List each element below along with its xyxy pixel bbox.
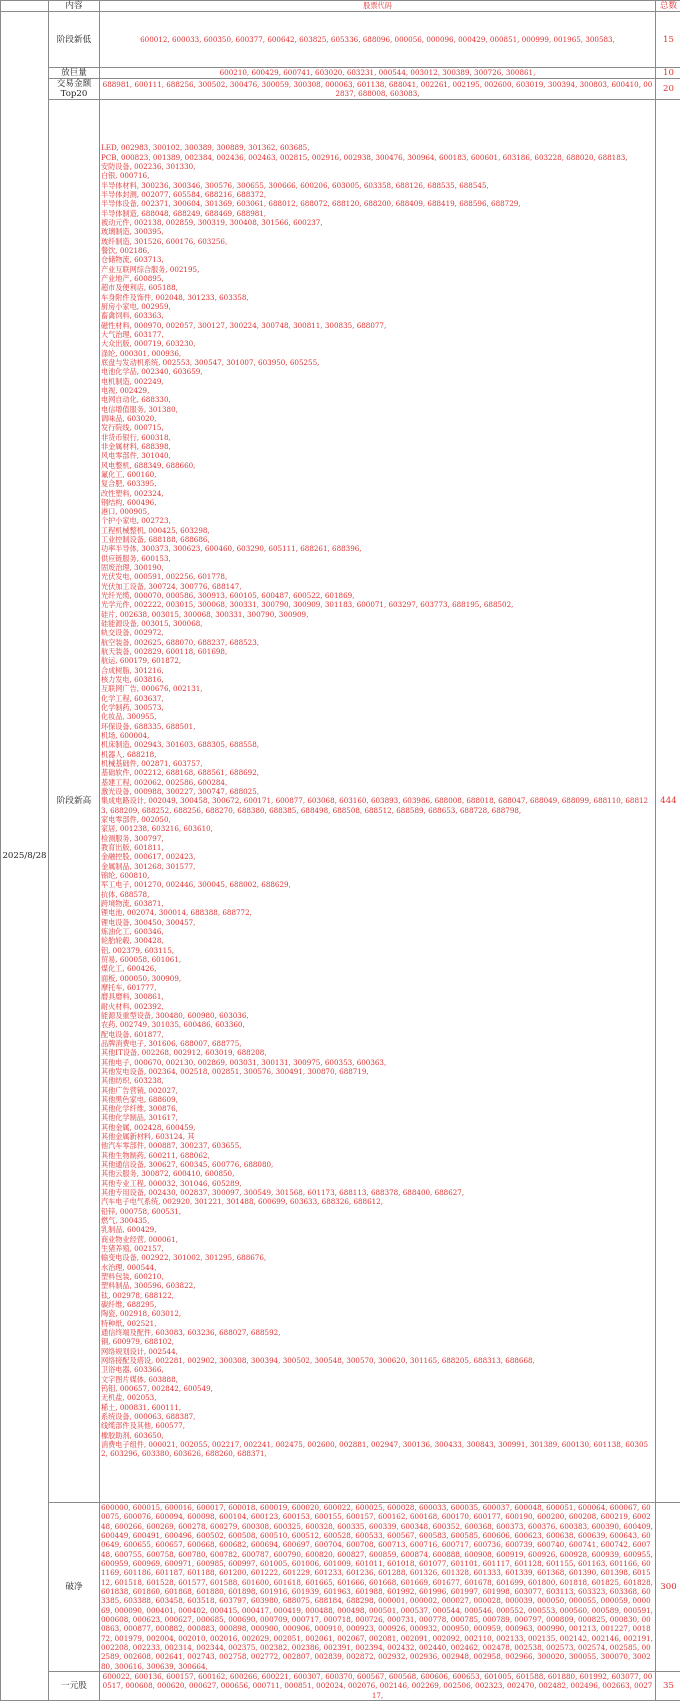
industry-line: 电机制造, 002249, xyxy=(101,377,654,386)
industry-line: 磨具磨料, 300861, xyxy=(101,992,654,1001)
header-date-cell xyxy=(1,1,49,12)
industry-line: 固废治理, 300190, xyxy=(101,563,654,572)
date-cell: 2025/8/28 xyxy=(1,12,49,1701)
industry-line: 其他黑色家电, 688609, xyxy=(101,1095,654,1104)
industry-line: 无机盐, 002053, xyxy=(101,1393,654,1402)
industry-line: 车身附件及饰件, 002048, 301233, 603358, xyxy=(101,293,654,302)
industry-line: 半导体制造, 688048, 688249, 688469, 688981, xyxy=(101,209,654,218)
industry-line: 玻璃制造, 300395, xyxy=(101,227,654,236)
total-cell: 20 xyxy=(656,79,680,100)
industry-line: 他汽车零部件, 000887, 300237, 603655, xyxy=(101,1141,654,1150)
table-row xyxy=(1,1671,680,1700)
industry-line: 家电零部件, 002050, xyxy=(101,815,654,824)
industry-line: 特种纸, 002521, xyxy=(101,1319,654,1328)
industry-line: 电池化学品, 002340, 603659, xyxy=(101,367,654,376)
industry-line: 橡胶助剂, 603650, xyxy=(101,1431,654,1440)
industry-line: 贸易, 600058, 601061, xyxy=(101,955,654,964)
industry-line: 教育出版, 601811, xyxy=(101,843,654,852)
industry-line: 金融控股, 000617, 002423, xyxy=(101,852,654,861)
industry-line: 底盘与发动机系统, 002553, 300547, 301007, 603950, 605255, xyxy=(101,358,654,367)
industry-line: 光纤光缆, 000070, 000586, 300913, 600105, 600487, 600522, 601869, xyxy=(101,591,654,600)
industry-line: 发行院线, 000715, xyxy=(101,423,654,432)
category-cell: 一元股 xyxy=(49,1671,100,1700)
industry-line: 塑料包装, 600210, xyxy=(101,1272,654,1281)
industry-line: 安防设备, 002236, 301330, xyxy=(101,162,654,171)
industry-line: 其他纺织, 603238, xyxy=(101,1076,654,1085)
industry-line: 航天装备, 002829, 600118, 601698, xyxy=(101,647,654,656)
industry-line: 玻纤制造, 301526, 600176, 603256, xyxy=(101,237,654,246)
industry-line: 钨钼, 000657, 002842, 600549, xyxy=(101,1384,654,1393)
industry-line: 其他专用设备, 002430, 002837, 300097, 300549, 301568, 601173, 688113, 688378, 688400, 688627, xyxy=(101,1188,654,1197)
industry-line: 机床制造, 002943, 301603, 688305, 688558, xyxy=(101,740,654,749)
industry-line: 其他化学纤维, 300876, xyxy=(101,1104,654,1113)
industry-line: 网络规划设计, 002544, xyxy=(101,1347,654,1356)
industry-line: 航运, 600179, 601872, xyxy=(101,656,654,665)
industry-line: 半导体设备, 002371, 300604, 301369, 603061, 688012, 688072, 688120, 688200, 688409, 688419, 688596, 688729, xyxy=(101,199,654,208)
industry-line: 核力发电, 603816, xyxy=(101,675,654,684)
total-cell: 10 xyxy=(656,68,680,79)
codes-cell: 688981, 600111, 688256, 300502, 300476, 300059, 300308, 000063, 601138, 688041, 002261, 002195, 002600, 603019, 300394, 300803, 600410, 002837, 688008, 603083, xyxy=(100,79,656,100)
industry-line: 汽车电子电气系统, 002920, 301221, 301488, 600699, 603633, 688326, 688612, xyxy=(101,1197,654,1206)
industry-line: 铜, 600979, 688102, xyxy=(101,1337,654,1346)
industry-line: 集成电路设计, 002049, 300458, 300672, 600171, 600877, 603068, 603160, 603893, 603986, 688008, 688018, 688047, 688049, 688099, 688110, 688123, 688209, 688252, 688256, 688270, 688380, 688385, 688498, 688508, 688512, 688589, 688653, 688728, 688798, xyxy=(101,796,654,815)
industry-line: 被动元件, 002138, 002859, 300319, 300408, 301566, 600237, xyxy=(101,218,654,227)
industry-line: 硅片, 002638, 003015, 300068, 300331, 300790, 300909, xyxy=(101,610,654,619)
industry-line: 铝, 002379, 603115, xyxy=(101,946,654,955)
industry-line: 煤化工, 600426, xyxy=(101,964,654,973)
industry-line: 输变电设备, 002922, 301002, 301295, 688676, xyxy=(101,1253,654,1262)
industry-line: 改性塑料, 002324, xyxy=(101,489,654,498)
industry-line: 面板, 000050, 300909, xyxy=(101,974,654,983)
header-row xyxy=(1,1,680,12)
table-row xyxy=(1,1503,680,1672)
industry-line: 个护小家电, 002723, xyxy=(101,516,654,525)
industry-line: 铅锌, 000758, 600531, xyxy=(101,1207,654,1216)
industry-line: 其他云服务, 300872, 600410, 600850, xyxy=(101,1169,654,1178)
codes-cell: 600012, 600033, 600350, 600377, 600642, 603825, 605336, 688096, 000056, 000096, 000429, 000851, 000999, 001965, 300583, xyxy=(100,12,656,68)
industry-line: 机器人, 688218, xyxy=(101,750,654,759)
table-row xyxy=(1,100,680,1503)
industry-line: 其他广告营销, 002027, xyxy=(101,1086,654,1095)
industry-line: 抗体, 688578, xyxy=(101,890,654,899)
industry-line: 半导体材料, 300236, 300346, 300576, 300655, 300666, 600206, 603005, 603358, 688126, 688535, 688545, xyxy=(101,181,654,190)
industry-line: 卫浴电器, 603366, xyxy=(101,1365,654,1374)
industry-line: 系统设备, 000063, 688387, xyxy=(101,1412,654,1421)
industry-line: 配电设备, 601877, xyxy=(101,1030,654,1039)
industry-line: 其他发电设备, 002364, 002518, 002851, 300576, 300491, 300870, 688719, xyxy=(101,1067,654,1076)
industry-line: 军工电子, 001270, 002446, 300045, 688002, 688629, xyxy=(101,880,654,889)
industry-line: 轮胎轮毂, 300428, xyxy=(101,936,654,945)
industry-line: 能源及重型设备, 300480, 600980, 603036, xyxy=(101,1011,654,1020)
industry-line: 风电零部件, 301040, xyxy=(101,451,654,460)
industry-line: 光学元件, 002222, 003015, 300068, 300331, 300790, 300909, 301183, 600071, 603297, 603773, 688195, 688502, xyxy=(101,600,654,609)
industry-line: 钛, 002978, 688122, xyxy=(101,1291,654,1300)
codes-cell: 600000, 600015, 600016, 600017, 600018, 600019, 600020, 600022, 600025, 600028, 600033, 600035, 600037, 600048, 600051, 600064, 600067, 600075, 600076, 600094, 600098, 600104, 600123, 600153, 600155, 600157, 600162, 600168, 600170, 600177, 600190, 600200, 600208, 600219, 600248, 600266, 600269, 600278, 600279, 600308, 600325, 600328, 600335, 600339, 600348, 600352, 600368, 600373, 600376, 600383, 600390, 600409, 600449, 600491, 600496, 600502, 600508, 600510, 600512, 600528, 600533, 600567, 600583, 600585, 600606, 600623, 600638, 600639, 600643, 600649, 600655, 600657, 600668, 600682, 600694, 600697, 600704, 600708, 600713, 600716, 600717, 600736, 600739, 600740, 600741, 600742, 600748, 600755, 600758, 600780, 600782, 600787, 600790, 600820, 600827, 600859, 600874, 600888, 600908, 600919, 600926, 600928, 600939, 600955, 600959, 600969, 600971, 600985, 600997, 601005, 601006, 601009, 601011, 601018, 601077, 601101, 601117, 601128, 601155, 601163, 601166, 601169, 601186, 601187, 601188, 601200, 601222, 601229, 601233, 601236, 601288, 601326, 601328, 601333, 601339, 601368, 601390, 601398, 601512, 601518, 601528, 601577, 601588, 601600, 601618, 601665, 601666, 601668, 601669, 601677, 601678, 601699, 601800, 601818, 601825, 601828, 601838, 601860, 601868, 601880, 601898, 601916, 601939, 601963, 601988, 601992, 601996, 601997, 601998, 603077, 603113, 603323, 603368, 603385, 603388, 603458, 603518, 603797, 603980, 688075, 688184, 688298, 000001, 000002, 000027, 000028, 000039, 000050, 000055, 000059, 000069, 000090, 000401, 000402, 000415, 000417, 000419, 000488, 000498, 000501, 000537, 000544, 000546, 000552, 000553, 000560, 000589, 000591, 000608, 000623, 000627, 000685, 000690, 000709, 000717, 000718, 000726, 000731, 000778, 000785, 000789, 000797, 000809, 000825, 000830, 000863, 000877, 000882, 000883, 000898, 000900, 000906, 000910, 000923, 000926, 000932, 000950, 000959, 000963, 000990, 001213, 001227, 001872, 001979, 002004, 002010, 002016, 002029, 002051, 002061, 002067, 002081, 002091, 002092, 002110, 002133, 002135, 002142, 002146, 002191, 002208, 002233, 002314, 002344, 002375, 002382, 002386, 002391, 002394, 002432, 002440, 002462, 002478, 002538, 002573, 002574, 002585, 002589, 002608, 002641, 002743, 002758, 002772, 002807, 002839, 002872, 002932, 002936, 002948, 002958, 002966, 300020, 300055, 300070, 300280, 300616, 300639, 300664, xyxy=(100,1503,656,1672)
industry-line: 其他金属, 002428, 600459, xyxy=(101,1123,654,1132)
industry-line: 功率半导体, 300373, 300623, 600460, 603290, 605111, 688261, 688396, xyxy=(101,544,654,553)
industry-line: 品牌消费电子, 301606, 688007, 688775, xyxy=(101,1039,654,1048)
industry-line: 其他通信设备, 300627, 600345, 600776, 688080, xyxy=(101,1160,654,1169)
industry-line: 化学工程, 603637, xyxy=(101,694,654,703)
codes-cell xyxy=(100,100,656,1503)
codes-cell: 600210, 600429, 600741, 603020, 603231, 000544, 003012, 300389, 300726, 300861, xyxy=(100,68,656,79)
industry-line: 网络接配及塔设, 002281, 002902, 300308, 300394, 300502, 300548, 300570, 300620, 301165, 688205, 688313, 688668, xyxy=(101,1356,654,1365)
industry-line: 金属制品, 301268, 301577, xyxy=(101,862,654,871)
industry-line: 其他专业工程, 000032, 301046, 605289, xyxy=(101,1179,654,1188)
industry-line: 产业互联网综合服务, 002195, xyxy=(101,265,654,274)
industry-line: 锂电池, 002074, 300014, 688388, 688772, xyxy=(101,908,654,917)
industry-line: 锂电设备, 300450, 300457, xyxy=(101,918,654,927)
industry-line: 环保设备, 688335, 688501, xyxy=(101,722,654,731)
total-cell: 35 xyxy=(656,1671,680,1700)
industry-line: 大众出版, 000719, 603230, xyxy=(101,339,654,348)
industry-line: 畜禽饲料, 603363, xyxy=(101,311,654,320)
industry-line: 基建工程, 002062, 002586, 600284, xyxy=(101,778,654,787)
total-cell: 444 xyxy=(656,100,680,1503)
industry-line: 供应链服务, 600153, xyxy=(101,554,654,563)
industry-line: 电网自动化, 688330, xyxy=(101,395,654,404)
industry-line: 调味品, 603020, xyxy=(101,414,654,423)
industry-line: 耐火材料, 002392, xyxy=(101,1002,654,1011)
industry-line: 线缆部件及其他, 600577, xyxy=(101,1421,654,1430)
industry-line: 家居, 001238, 603216, 603610, xyxy=(101,824,654,833)
industry-line: 炼油化工, 600346, xyxy=(101,927,654,936)
industry-line: 光伏发电, 000591, 002256, 601778, xyxy=(101,572,654,581)
industry-line: 碳纤维, 688295, xyxy=(101,1300,654,1309)
header-codes: 股票代码 xyxy=(100,1,656,12)
industry-line: 化妆品, 300955, xyxy=(101,712,654,721)
category-cell: 阶段新低 xyxy=(49,12,100,68)
industry-line: 光伏加工设备, 300724, 300776, 688147, xyxy=(101,582,654,591)
total-cell: 15 xyxy=(656,12,680,68)
industry-line: 电视, 002429, xyxy=(101,386,654,395)
industry-line: 基础软件, 002212, 688168, 688561, 688692, xyxy=(101,768,654,777)
industry-line: 消费电子组件, 000021, 002055, 002217, 002241, 002475, 002600, 002881, 002947, 300136, 300433, 300843, 300991, 301389, 600130, 601138, 603052, 603296, 603380, 603626, 688260, 688371, xyxy=(101,1440,654,1459)
industry-line: 半导体封测, 002077, 605584, 688216, 688372, xyxy=(101,190,654,199)
industry-line: 白银, 000716, xyxy=(101,171,654,180)
industry-line: 跨境物流, 603871, xyxy=(101,899,654,908)
industry-line: 电信增值服务, 301380, xyxy=(101,405,654,414)
industry-line: 摩托车, 601777, xyxy=(101,983,654,992)
industry-line: 航空装备, 002625, 688070, 688237, 688523, xyxy=(101,638,654,647)
industry-line: 生猪养殖, 002157, xyxy=(101,1244,654,1253)
industry-line: 风电整机, 688349, 688660, xyxy=(101,461,654,470)
industry-line: 产业地产, 600895, xyxy=(101,274,654,283)
category-cell: 放巨量 xyxy=(49,68,100,79)
table-row xyxy=(1,12,680,68)
industry-line: 激光设备, 000988, 300227, 300747, 688025, xyxy=(101,787,654,796)
industry-line: 其他生物制药, 600211, 688062, xyxy=(101,1151,654,1160)
industry-line: 互联网广告, 000676, 002131, xyxy=(101,684,654,693)
table-row xyxy=(1,79,680,100)
industry-line: LED, 002983, 300102, 300389, 300889, 301362, 603685, xyxy=(101,143,654,152)
table-row xyxy=(1,68,680,79)
industry-line: 合成树脂, 301216, xyxy=(101,666,654,675)
header-total: 总数 xyxy=(656,1,680,12)
codes-cell: 600022, 600136, 600157, 600162, 600266, 600221, 600307, 600370, 600567, 600568, 600606, 600653, 601005, 601588, 601880, 601992, 603077, 000517, 000608, 000620, 000627, 000656, 000711, 000851, 002024, 002076, 002146, 002269, 002506, 002323, 002470, 002482, 002496, 002663, 002717, xyxy=(100,1671,656,1700)
industry-line: 仓储物流, 603713, xyxy=(101,255,654,264)
industry-line: 硅能源设备, 003015, 300068, xyxy=(101,619,654,628)
industry-line: 非货币银行, 600318, xyxy=(101,433,654,442)
industry-line: 机场, 600004, xyxy=(101,731,654,740)
industry-line: 机械基础件, 002871, 603757, xyxy=(101,759,654,768)
industry-line: 超市及便利店, 605188, xyxy=(101,283,654,292)
industry-line: 厨房小家电, 002959, xyxy=(101,302,654,311)
industry-line: 工业控制设备, 688188, 688686, xyxy=(101,535,654,544)
industry-line: 其他IT设备, 002268, 002912, 603019, 688208, xyxy=(101,1048,654,1057)
industry-line: 水治理, 000544, xyxy=(101,1263,654,1272)
industry-line: 涤纶, 000301, 000936, xyxy=(101,349,654,358)
total-cell: 300 xyxy=(656,1503,680,1672)
industry-line: 陶瓷, 002918, 603012, xyxy=(101,1309,654,1318)
industry-line: 非金属材料, 688398, xyxy=(101,442,654,451)
category-cell: 破净 xyxy=(49,1503,100,1672)
category-cell: 交易金额Top20 xyxy=(49,79,100,100)
industry-line: 磁性材料, 000970, 002057, 300127, 300224, 300748, 300811, 300835, 688077, xyxy=(101,321,654,330)
industry-line: 工程机械整机, 000425, 603298, xyxy=(101,526,654,535)
industry-line: 餐饮, 002186, xyxy=(101,246,654,255)
industry-line: 农药, 002749, 301035, 600486, 603360, xyxy=(101,1020,654,1029)
industry-line: 其他电子, 000670, 002130, 002869, 003031, 300131, 300975, 600353, 600363, xyxy=(101,1058,654,1067)
industry-line: PCB, 000823, 001389, 002384, 002436, 002463, 002815, 002916, 002938, 300476, 300964, 600183, 600601, 603186, 603228, 688020, 688183, xyxy=(101,153,654,162)
industry-line: 商业物业经营, 000061, xyxy=(101,1235,654,1244)
industry-line: 检测服务, 300797, xyxy=(101,834,654,843)
category-cell: 阶段新高 xyxy=(49,100,100,1503)
industry-line: 塑料制品, 300596, 603822, xyxy=(101,1281,654,1290)
industry-line: 复合肥, 603395, xyxy=(101,479,654,488)
industry-line: 乳制品, 600429, xyxy=(101,1225,654,1234)
industry-line: 通信终端及配件, 603083, 603236, 688027, 688592, xyxy=(101,1328,654,1337)
industry-line: 钢结构, 600496, xyxy=(101,498,654,507)
industry-line: 大气治理, 603177, xyxy=(101,330,654,339)
industry-line: 轨交设备, 002972, xyxy=(101,628,654,637)
industry-line: 稀土, 000831, 600111, xyxy=(101,1403,654,1412)
industry-line: 港口, 000905, xyxy=(101,507,654,516)
industry-line: 氟化工, 600160, xyxy=(101,470,654,479)
header-category: 内容 xyxy=(49,1,100,12)
industry-line: 燃气, 300435, xyxy=(101,1216,654,1225)
industry-line: 其他金属新材料, 603124, 其 xyxy=(101,1132,654,1141)
industry-line: 化学制药, 300573, xyxy=(101,703,654,712)
industry-line: 文字图片媒体, 603888, xyxy=(101,1375,654,1384)
industry-line: 其他化学制品, 301617, xyxy=(101,1113,654,1122)
industry-line: 锦纶, 600810, xyxy=(101,871,654,880)
